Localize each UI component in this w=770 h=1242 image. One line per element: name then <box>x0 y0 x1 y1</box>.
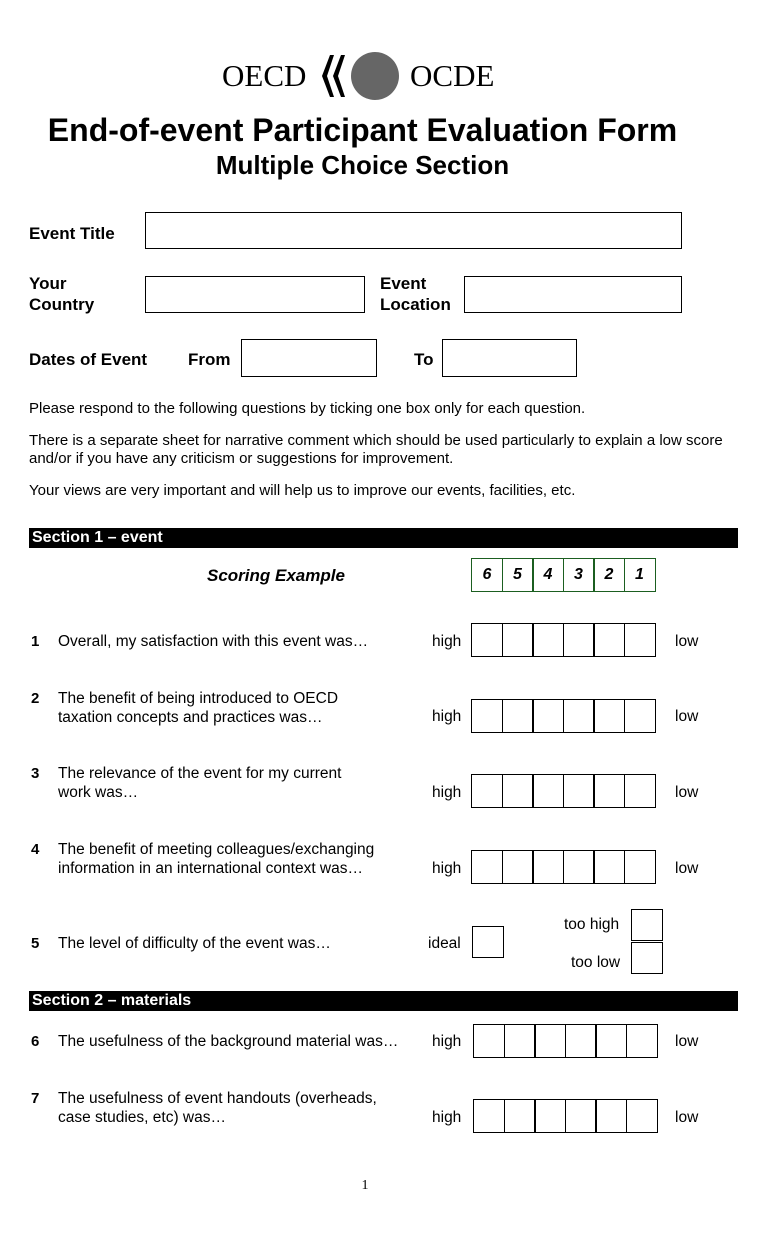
rating-scale-q7 <box>473 1099 658 1133</box>
from-label: From <box>188 350 231 369</box>
scoring-example-cell: 1 <box>624 558 656 592</box>
rating-scale-q1 <box>471 623 656 657</box>
rating-scale-q6 <box>473 1024 658 1058</box>
rating-scale-q2 <box>471 699 656 733</box>
rating-checkbox[interactable] <box>532 850 564 884</box>
rating-checkbox[interactable] <box>471 774 503 808</box>
too-low-label: too low <box>571 954 621 971</box>
rating-checkbox[interactable] <box>624 774 656 808</box>
question-text: The level of difficulty of the event was… <box>58 935 331 952</box>
scale-high-label: high <box>432 633 462 650</box>
scoring-example-cell: 3 <box>563 558 595 592</box>
page-subtitle: Multiple Choice Section <box>215 150 510 180</box>
question-text: The benefit of meeting colleagues/exchanging information in an international context was… <box>58 841 375 877</box>
section-2-header: Section 2 – materials <box>29 991 738 1011</box>
scale-high-label: high <box>432 1033 462 1050</box>
question-number: 2 <box>31 690 40 707</box>
question-text: The usefulness of the background material was… <box>58 1033 399 1050</box>
ocde-logo-text: OCDE <box>410 58 495 93</box>
rating-checkbox[interactable] <box>502 699 534 733</box>
rating-checkbox[interactable] <box>502 850 534 884</box>
rating-checkbox[interactable] <box>626 1024 658 1058</box>
rating-checkbox[interactable] <box>565 1024 597 1058</box>
rating-checkbox[interactable] <box>595 1024 627 1058</box>
scoring-example-scale <box>471 558 656 592</box>
scale-low-label: low <box>675 633 699 650</box>
rating-checkbox[interactable] <box>534 1099 566 1133</box>
rating-checkbox[interactable] <box>534 1024 566 1058</box>
scale-high-label: high <box>432 860 462 877</box>
rating-checkbox[interactable] <box>471 850 503 884</box>
rating-checkbox[interactable] <box>532 623 564 657</box>
rating-checkbox[interactable] <box>624 850 656 884</box>
event-location-label: Event Location <box>380 274 451 314</box>
rating-checkbox[interactable] <box>532 774 564 808</box>
dates-of-event-label: Dates of Event <box>29 350 148 369</box>
scale-low-label: low <box>675 860 699 877</box>
rating-checkbox[interactable] <box>473 1024 505 1058</box>
oecd-logo-mark <box>318 50 402 102</box>
rating-checkbox[interactable] <box>471 623 503 657</box>
date-from-field[interactable] <box>241 339 377 377</box>
to-label: To <box>414 350 434 369</box>
rating-checkbox[interactable] <box>563 623 595 657</box>
event-title-field[interactable] <box>145 212 682 249</box>
question-number: 6 <box>31 1033 40 1050</box>
scale-low-label: low <box>675 784 699 801</box>
rating-checkbox[interactable] <box>624 699 656 733</box>
rating-checkbox[interactable] <box>624 623 656 657</box>
scale-high-label: high <box>432 708 462 725</box>
ideal-label: ideal <box>428 935 461 952</box>
scoring-example-cell: 6 <box>471 558 503 592</box>
scale-high-label: high <box>432 784 462 801</box>
rating-checkbox[interactable] <box>473 1099 505 1133</box>
too-high-label: too high <box>564 916 620 933</box>
question-number: 3 <box>31 765 40 782</box>
scale-low-label: low <box>675 708 699 725</box>
rating-checkbox[interactable] <box>626 1099 658 1133</box>
too-low-checkbox[interactable] <box>631 942 663 974</box>
rating-checkbox[interactable] <box>471 699 503 733</box>
scale-low-label: low <box>675 1033 699 1050</box>
question-number: 1 <box>31 633 40 650</box>
question-number: 5 <box>31 935 40 952</box>
oecd-logo-text: OECD <box>222 58 307 93</box>
rating-scale-q3 <box>471 774 656 808</box>
question-number: 7 <box>31 1090 40 1107</box>
question-text: Overall, my satisfaction with this event was… <box>58 633 369 650</box>
scale-low-label: low <box>675 1109 699 1126</box>
page-number: 1 <box>361 1178 369 1193</box>
scoring-example-cell: 4 <box>532 558 564 592</box>
rating-checkbox[interactable] <box>563 699 595 733</box>
page-title: End-of-event Participant Evaluation Form <box>47 112 678 148</box>
question-number: 4 <box>31 841 40 858</box>
rating-checkbox[interactable] <box>504 1099 536 1133</box>
scoring-example-label: Scoring Example <box>207 566 345 585</box>
rating-checkbox[interactable] <box>595 1099 627 1133</box>
ideal-checkbox[interactable] <box>472 926 504 958</box>
scoring-example-cell: 5 <box>502 558 534 592</box>
rating-checkbox[interactable] <box>593 850 625 884</box>
date-to-field[interactable] <box>442 339 577 377</box>
rating-checkbox[interactable] <box>593 699 625 733</box>
question-text: The benefit of being introduced to OECD taxation concepts and practices was… <box>58 690 339 726</box>
country-field[interactable] <box>145 276 365 313</box>
question-text: The usefulness of event handouts (overheads, case studies, etc) was… <box>58 1090 377 1126</box>
rating-checkbox[interactable] <box>565 1099 597 1133</box>
scoring-example-cell: 2 <box>593 558 625 592</box>
rating-checkbox[interactable] <box>593 623 625 657</box>
rating-checkbox[interactable] <box>563 850 595 884</box>
event-title-label: Event Title <box>29 224 115 243</box>
instruction-paragraph: There is a separate sheet for narrative comment which should be used particularly to explain a low score and/or if you have any criticism or suggestions for improvement. <box>29 432 723 467</box>
rating-scale-q4 <box>471 850 656 884</box>
rating-checkbox[interactable] <box>593 774 625 808</box>
event-location-field[interactable] <box>464 276 682 313</box>
section-1-header: Section 1 – event <box>29 528 738 548</box>
country-label: Your Country <box>29 274 95 314</box>
rating-checkbox[interactable] <box>563 774 595 808</box>
rating-checkbox[interactable] <box>532 699 564 733</box>
scale-high-label: high <box>432 1109 462 1126</box>
too-high-checkbox[interactable] <box>631 909 663 941</box>
rating-checkbox[interactable] <box>504 1024 536 1058</box>
rating-checkbox[interactable] <box>502 623 534 657</box>
rating-checkbox[interactable] <box>502 774 534 808</box>
instruction-paragraph: Please respond to the following questions by ticking one box only for each question. <box>29 400 586 417</box>
question-text: The relevance of the event for my current work was… <box>58 765 342 801</box>
instruction-paragraph: Your views are very important and will help us to improve our events, facilities, etc. <box>29 482 576 499</box>
